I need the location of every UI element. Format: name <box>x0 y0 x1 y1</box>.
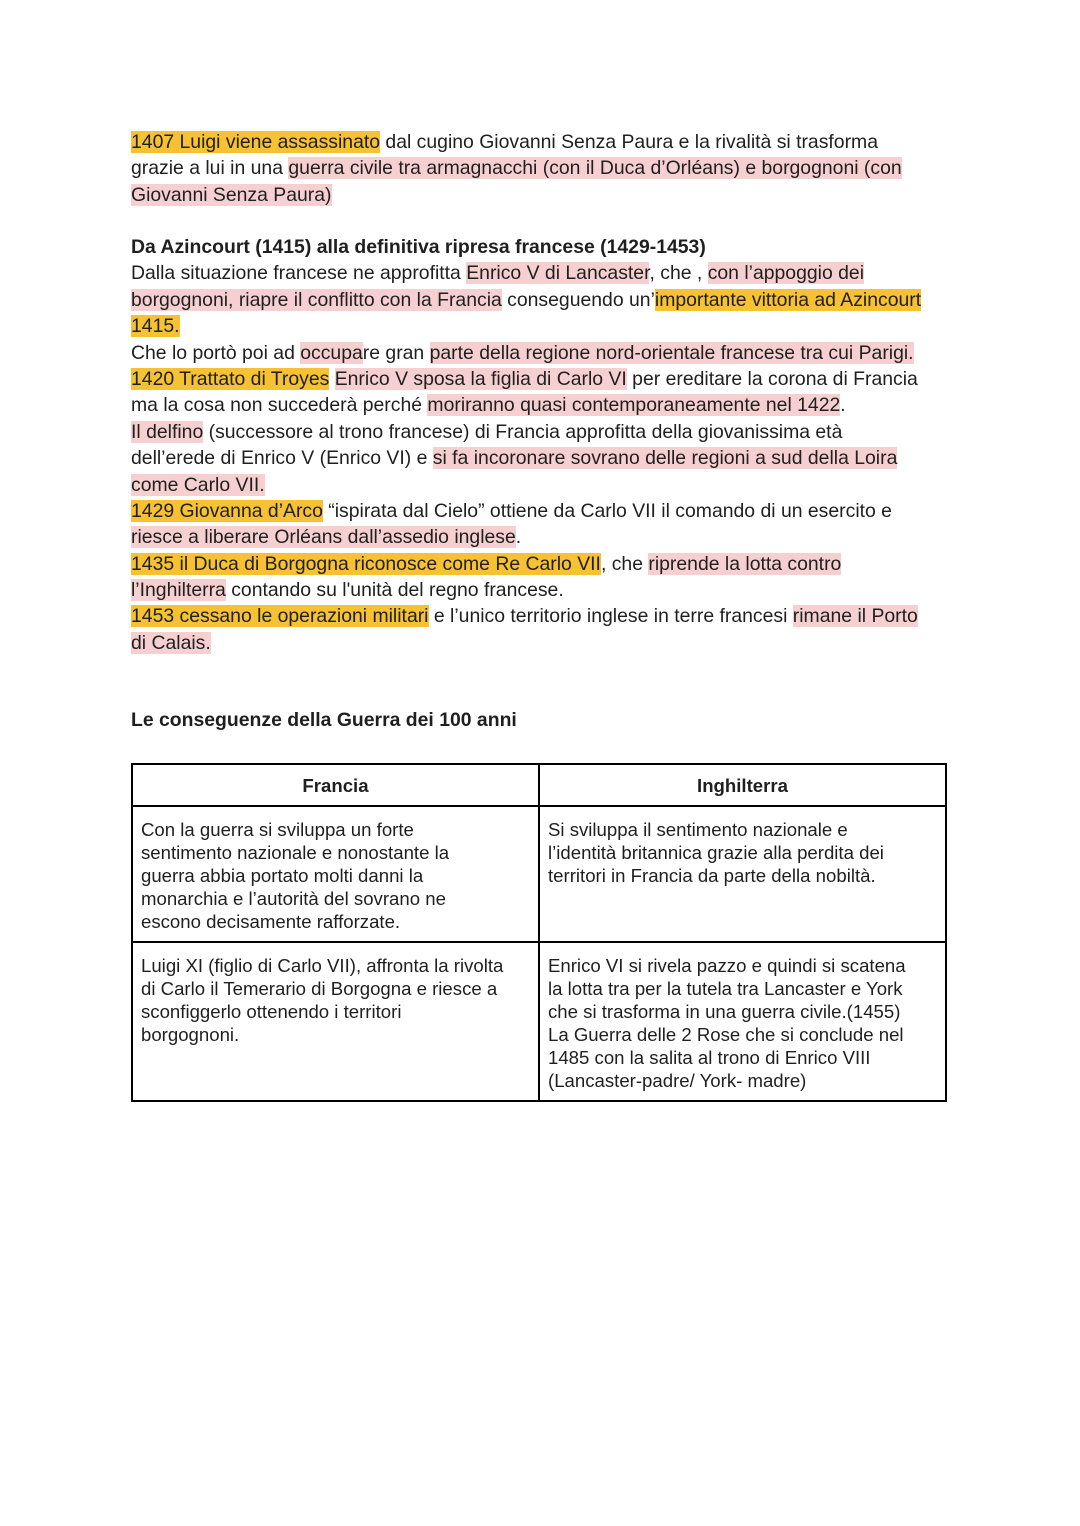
highlight-pink: rimane il Porto <box>792 605 918 628</box>
cell-text-line: 1485 con la salita al trono di Enrico VIII <box>548 1047 871 1068</box>
text-line <box>131 445 961 471</box>
text-line <box>131 366 961 392</box>
cell-text-line: sconfiggerlo ottenendo i territori <box>141 1001 402 1022</box>
text-line <box>131 472 961 498</box>
highlight-pink: borgognoni, riapre il conflitto con la Francia <box>131 288 502 311</box>
text-span: (successore al trono francese) di Francia approfitta della giovanissima età <box>203 420 843 443</box>
highlight-pink: come Carlo VII. <box>131 473 265 496</box>
table-cell <box>132 942 539 1101</box>
text-span: . <box>515 526 522 549</box>
highlight-pink: Enrico V sposa la figlia di Carlo VI <box>334 367 627 390</box>
cell-text-line: Con la guerra si sviluppa un forte <box>141 819 414 840</box>
table-row <box>132 806 946 942</box>
highlight-pink: si fa incoronare sovrano delle regioni a sud della Loira <box>432 447 898 470</box>
highlight-yellow: 1415. <box>131 315 180 338</box>
text-line <box>131 313 961 339</box>
highlight-pink: con l’appoggio dei <box>707 262 865 285</box>
text-line <box>131 577 961 603</box>
column-header-inghilterra: Inghilterra <box>539 764 946 806</box>
text-span: Che lo portò poi ad <box>131 341 301 364</box>
highlight-pink: Enrico V di Lancaster <box>466 262 650 285</box>
cell-text-line: Enrico VI si rivela pazzo e quindi si scatena <box>548 955 906 976</box>
table-row <box>132 942 946 1101</box>
highlight-pink: Il delfino <box>131 420 204 443</box>
highlight-pink: moriranno quasi contemporaneamente nel 1422 <box>427 394 841 417</box>
text-span <box>329 368 334 390</box>
text-line <box>131 340 961 366</box>
text-line <box>131 260 961 286</box>
text-span: ma la cosa non succederà perché <box>131 394 428 417</box>
text-span: contando su l'unità del regno francese. <box>225 579 564 602</box>
text-line <box>131 129 961 155</box>
cell-text-line: monarchia e l’autorità del sovrano ne <box>141 888 446 909</box>
table-header-row <box>132 764 946 806</box>
highlight-yellow: 1453 cessano le operazioni militari <box>131 605 429 628</box>
text-span: , che , <box>649 262 708 285</box>
cell-text-line: di Carlo il Temerario di Borgogna e riesce a <box>141 978 498 999</box>
section-body <box>131 260 961 656</box>
highlight-pink: riesce a liberare Orléans dall’assedio inglese <box>131 526 516 549</box>
section-title: Le conseguenze della Guerra dei 100 anni <box>131 709 517 731</box>
intro-paragraph <box>131 129 961 208</box>
text-line <box>131 551 961 577</box>
cell-text-line: borgognoni. <box>141 1024 240 1045</box>
highlight-pink: Giovanni Senza Paura) <box>131 183 332 206</box>
cell-text-line: sentimento nazionale e nonostante la <box>141 842 450 863</box>
text-line <box>131 155 961 181</box>
cell-text-line: guerra abbia portato molti danni la <box>141 865 424 886</box>
highlight-pink: occupa <box>300 341 363 364</box>
cell-text-line: Si sviluppa il sentimento nazionale e <box>548 819 848 840</box>
text-span: , che <box>600 552 649 575</box>
text-span: conseguendo un’ <box>501 288 655 311</box>
cell-text-line: la lotta tra per la tutela tra Lancaster e York <box>548 978 903 999</box>
section-azincourt <box>131 234 961 656</box>
text-line <box>131 498 961 524</box>
text-line <box>131 630 961 656</box>
text-line <box>131 419 961 445</box>
cell-text-line: Luigi XI (figlio di Carlo VII), affronta la rivolta <box>141 955 504 976</box>
cell-text-line: territori in Francia da parte della nobiltà. <box>548 865 876 886</box>
text-span: per ereditare la corona di Francia <box>626 367 918 390</box>
highlight-yellow: 1420 Trattato di Troyes <box>131 367 330 390</box>
table-cell <box>539 806 946 942</box>
highlight-pink: di Calais. <box>131 631 211 654</box>
cell-text-line: La Guerra delle 2 Rose che si conclude nel <box>548 1024 904 1045</box>
highlight-pink: riprende la lotta contro <box>648 552 842 575</box>
text-line <box>131 603 961 629</box>
text-span: re gran <box>362 341 430 364</box>
text-span: “ispirata dal Cielo” ottiene da Carlo VII il comando di un esercito e <box>322 499 892 522</box>
text-span: dal cugino Giovanni Senza Paura e la rivalità si trasforma <box>380 131 878 153</box>
table-cell <box>539 942 946 1101</box>
highlight-yellow: 1435 il Duca di Borgogna riconosce come Re Carlo VII <box>131 552 601 575</box>
highlight-pink: guerra civile tra armagnacchi (con il Duca d’Orléans) e borgognoni (con <box>288 157 902 180</box>
highlight-pink: parte della regione nord-orientale francese tra cui Parigi. <box>429 341 914 364</box>
highlight-yellow: 1429 Giovanna d’Arco <box>131 499 323 522</box>
column-header-francia: Francia <box>132 764 539 806</box>
text-line <box>131 287 961 313</box>
consequences-table <box>131 763 947 1102</box>
highlight-pink: l’Inghilterra <box>131 579 226 602</box>
cell-text-line: (Lancaster-padre/ York- madre) <box>548 1070 807 1091</box>
section-title: Da Azincourt (1415) alla definitiva ripresa francese (1429-1453) <box>131 236 706 258</box>
text-line <box>131 182 961 208</box>
highlight-yellow: importante vittoria ad Azincourt <box>654 288 922 311</box>
text-span: . <box>840 394 846 417</box>
cell-text-line: escono decisamente rafforzate. <box>141 911 401 932</box>
text-line <box>131 392 961 418</box>
highlight-yellow: 1407 Luigi viene assassinato <box>131 131 381 153</box>
text-span: dell’erede di Enrico V (Enrico VI) e <box>131 447 433 470</box>
table-cell <box>132 806 539 942</box>
text-span: e l’unico territorio inglese in terre francesi <box>428 605 793 628</box>
text-span: grazie a lui in una <box>131 157 289 180</box>
text-span: Dalla situazione francese ne approfitta <box>131 262 467 285</box>
cell-text-line: che si trasforma in una guerra civile.(1455) <box>548 1001 901 1022</box>
cell-text-line: l’identità britannica grazie alla perdita dei <box>548 842 884 863</box>
text-line <box>131 524 961 550</box>
